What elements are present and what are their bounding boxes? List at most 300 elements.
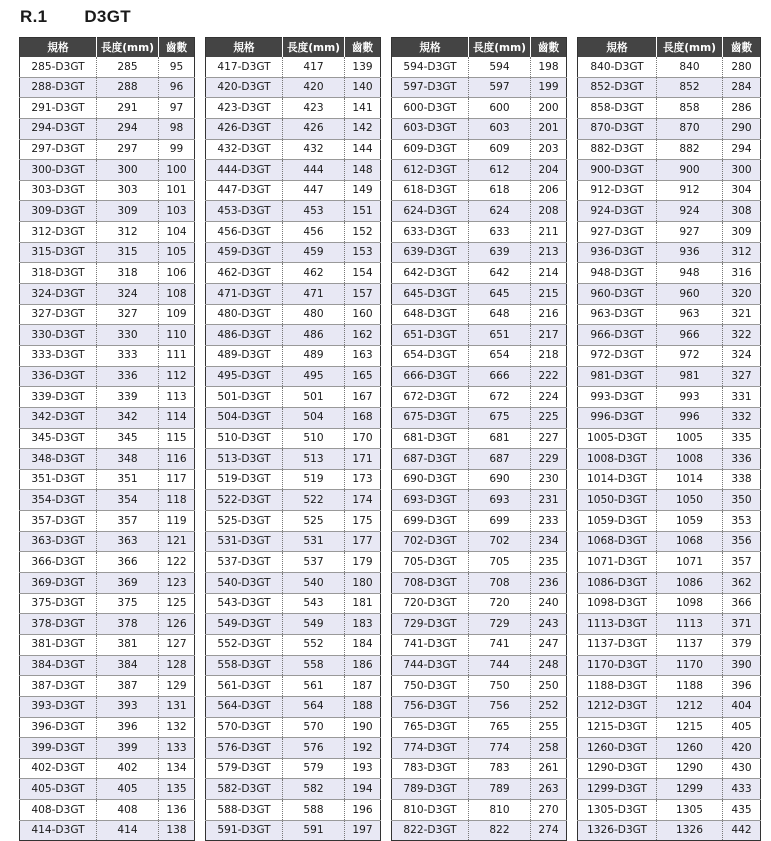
length-cell: 378 — [97, 614, 159, 635]
table-row — [20, 387, 195, 408]
teeth-cell: 192 — [345, 738, 381, 759]
length-cell: 459 — [283, 242, 345, 263]
spec-cell: 312-D3GT — [20, 222, 97, 243]
table-row — [578, 180, 761, 201]
length-cell: 765 — [469, 717, 531, 738]
teeth-cell: 157 — [345, 284, 381, 305]
length-cell: 420 — [283, 77, 345, 98]
teeth-cell: 206 — [531, 180, 567, 201]
spec-cell: 549-D3GT — [206, 614, 283, 635]
table-row — [20, 634, 195, 655]
spec-cell: 333-D3GT — [20, 345, 97, 366]
table-body — [20, 57, 195, 841]
spec-cell: 336-D3GT — [20, 366, 97, 387]
spec-cell: 402-D3GT — [20, 758, 97, 779]
spec-cell: 996-D3GT — [578, 407, 657, 428]
spec-cell: 822-D3GT — [392, 820, 469, 841]
spec-cell: 399-D3GT — [20, 738, 97, 759]
table-row — [206, 676, 381, 697]
length-cell: 720 — [469, 593, 531, 614]
length-cell: 357 — [97, 511, 159, 532]
length-cell: 1005 — [657, 428, 723, 449]
teeth-cell: 225 — [531, 407, 567, 428]
teeth-cell: 175 — [345, 511, 381, 532]
table-row — [392, 180, 567, 201]
spec-cell: 591-D3GT — [206, 820, 283, 841]
header-spec: 規格 — [20, 38, 97, 58]
teeth-cell: 96 — [159, 77, 195, 98]
spec-table-3 — [391, 37, 567, 841]
spec-cell: 447-D3GT — [206, 180, 283, 201]
spec-cell: 300-D3GT — [20, 160, 97, 181]
length-cell: 1008 — [657, 449, 723, 470]
table-row — [392, 387, 567, 408]
spec-cell: 426-D3GT — [206, 118, 283, 139]
spec-cell: 519-D3GT — [206, 469, 283, 490]
teeth-cell: 141 — [345, 98, 381, 119]
length-cell: 447 — [283, 180, 345, 201]
teeth-cell: 258 — [531, 738, 567, 759]
table-header-row — [392, 38, 567, 58]
length-cell: 594 — [469, 57, 531, 77]
spec-cell: 708-D3GT — [392, 573, 469, 594]
length-cell: 681 — [469, 428, 531, 449]
teeth-cell: 187 — [345, 676, 381, 697]
length-cell: 948 — [657, 263, 723, 284]
length-cell: 1326 — [657, 820, 723, 841]
spec-cell: 1188-D3GT — [578, 676, 657, 697]
spec-cell: 900-D3GT — [578, 160, 657, 181]
spec-cell: 810-D3GT — [392, 800, 469, 821]
length-cell: 1290 — [657, 758, 723, 779]
table-row — [392, 160, 567, 181]
length-cell: 318 — [97, 263, 159, 284]
teeth-cell: 153 — [345, 242, 381, 263]
spec-cell: 522-D3GT — [206, 490, 283, 511]
spec-cell: 342-D3GT — [20, 407, 97, 428]
table-row — [206, 820, 381, 841]
length-cell: 840 — [657, 57, 723, 77]
table-row — [206, 118, 381, 139]
table-row — [206, 800, 381, 821]
spec-cell: 552-D3GT — [206, 634, 283, 655]
length-cell: 525 — [283, 511, 345, 532]
length-cell: 345 — [97, 428, 159, 449]
spec-cell: 531-D3GT — [206, 531, 283, 552]
spec-cell: 294-D3GT — [20, 118, 97, 139]
length-cell: 405 — [97, 779, 159, 800]
spec-cell: 330-D3GT — [20, 325, 97, 346]
teeth-cell: 405 — [723, 717, 761, 738]
teeth-cell: 353 — [723, 511, 761, 532]
teeth-cell: 284 — [723, 77, 761, 98]
length-cell: 291 — [97, 98, 159, 119]
table-row — [392, 304, 567, 325]
teeth-cell: 131 — [159, 696, 195, 717]
length-cell: 1305 — [657, 800, 723, 821]
teeth-cell: 98 — [159, 118, 195, 139]
length-cell: 858 — [657, 98, 723, 119]
spec-cell: 327-D3GT — [20, 304, 97, 325]
length-cell: 729 — [469, 614, 531, 635]
teeth-cell: 217 — [531, 325, 567, 346]
spec-cell: 315-D3GT — [20, 242, 97, 263]
spec-cell: 720-D3GT — [392, 593, 469, 614]
teeth-cell: 152 — [345, 222, 381, 243]
spec-cell: 291-D3GT — [20, 98, 97, 119]
spec-cell: 513-D3GT — [206, 449, 283, 470]
length-cell: 351 — [97, 469, 159, 490]
length-cell: 489 — [283, 345, 345, 366]
table-row — [392, 345, 567, 366]
spec-cell: 993-D3GT — [578, 387, 657, 408]
teeth-cell: 233 — [531, 511, 567, 532]
table-row — [392, 57, 567, 77]
teeth-cell: 122 — [159, 552, 195, 573]
table-row — [392, 552, 567, 573]
length-cell: 1014 — [657, 469, 723, 490]
spec-cell: 702-D3GT — [392, 531, 469, 552]
length-cell: 561 — [283, 676, 345, 697]
teeth-cell: 243 — [531, 614, 567, 635]
teeth-cell: 154 — [345, 263, 381, 284]
teeth-cell: 168 — [345, 407, 381, 428]
length-cell: 1170 — [657, 655, 723, 676]
length-cell: 453 — [283, 201, 345, 222]
spec-cell: 453-D3GT — [206, 201, 283, 222]
table-row — [578, 490, 761, 511]
length-cell: 609 — [469, 139, 531, 160]
teeth-cell: 350 — [723, 490, 761, 511]
table-row — [392, 696, 567, 717]
teeth-cell: 200 — [531, 98, 567, 119]
spec-cell: 681-D3GT — [392, 428, 469, 449]
spec-cell: 1299-D3GT — [578, 779, 657, 800]
teeth-cell: 126 — [159, 614, 195, 635]
teeth-cell: 309 — [723, 222, 761, 243]
length-cell: 603 — [469, 118, 531, 139]
spec-cell: 1071-D3GT — [578, 552, 657, 573]
table-row — [206, 387, 381, 408]
length-cell: 927 — [657, 222, 723, 243]
spec-cell: 675-D3GT — [392, 407, 469, 428]
spec-cell: 432-D3GT — [206, 139, 283, 160]
length-cell: 966 — [657, 325, 723, 346]
table-row — [206, 655, 381, 676]
table-row — [20, 469, 195, 490]
teeth-cell: 193 — [345, 758, 381, 779]
table-row — [20, 98, 195, 119]
table-row — [578, 407, 761, 428]
spec-cell: 480-D3GT — [206, 304, 283, 325]
table-row — [206, 634, 381, 655]
teeth-cell: 104 — [159, 222, 195, 243]
length-cell: 369 — [97, 573, 159, 594]
length-cell: 744 — [469, 655, 531, 676]
table-row — [20, 758, 195, 779]
teeth-cell: 148 — [345, 160, 381, 181]
table-row — [392, 222, 567, 243]
spec-cell: 504-D3GT — [206, 407, 283, 428]
length-cell: 1086 — [657, 573, 723, 594]
table-row — [20, 779, 195, 800]
table-row — [578, 717, 761, 738]
teeth-cell: 118 — [159, 490, 195, 511]
teeth-cell: 203 — [531, 139, 567, 160]
spec-table-1 — [19, 37, 195, 841]
teeth-cell: 142 — [345, 118, 381, 139]
spec-cell: 870-D3GT — [578, 118, 657, 139]
teeth-cell: 163 — [345, 345, 381, 366]
teeth-cell: 196 — [345, 800, 381, 821]
page-title — [20, 6, 131, 28]
table-row — [206, 57, 381, 77]
teeth-cell: 162 — [345, 325, 381, 346]
teeth-cell: 138 — [159, 820, 195, 841]
teeth-cell: 149 — [345, 180, 381, 201]
length-cell: 690 — [469, 469, 531, 490]
teeth-cell: 433 — [723, 779, 761, 800]
table-row — [392, 428, 567, 449]
teeth-cell: 186 — [345, 655, 381, 676]
table-row — [20, 139, 195, 160]
length-cell: 591 — [283, 820, 345, 841]
spec-cell: 351-D3GT — [20, 469, 97, 490]
spec-cell: 1098-D3GT — [578, 593, 657, 614]
table-row — [578, 284, 761, 305]
table-row — [392, 676, 567, 697]
teeth-cell: 121 — [159, 531, 195, 552]
length-cell: 882 — [657, 139, 723, 160]
spec-cell: 459-D3GT — [206, 242, 283, 263]
length-cell: 597 — [469, 77, 531, 98]
table-row — [206, 77, 381, 98]
table-header-row — [206, 38, 381, 58]
length-cell: 924 — [657, 201, 723, 222]
spec-cell: 666-D3GT — [392, 366, 469, 387]
table-row — [20, 655, 195, 676]
length-cell: 750 — [469, 676, 531, 697]
table-row — [20, 407, 195, 428]
teeth-cell: 214 — [531, 263, 567, 284]
spec-cell: 1212-D3GT — [578, 696, 657, 717]
length-cell: 330 — [97, 325, 159, 346]
length-cell: 402 — [97, 758, 159, 779]
teeth-cell: 173 — [345, 469, 381, 490]
teeth-cell: 127 — [159, 634, 195, 655]
spec-cell: 639-D3GT — [392, 242, 469, 263]
length-cell: 972 — [657, 345, 723, 366]
table-row — [20, 614, 195, 635]
teeth-cell: 420 — [723, 738, 761, 759]
table-row — [392, 201, 567, 222]
spec-cell: 537-D3GT — [206, 552, 283, 573]
spec-cell: 972-D3GT — [578, 345, 657, 366]
teeth-cell: 218 — [531, 345, 567, 366]
length-cell: 537 — [283, 552, 345, 573]
table-row — [20, 593, 195, 614]
spec-cell: 489-D3GT — [206, 345, 283, 366]
spec-cell: 423-D3GT — [206, 98, 283, 119]
spec-cell: 345-D3GT — [20, 428, 97, 449]
spec-cell: 561-D3GT — [206, 676, 283, 697]
table-row — [392, 634, 567, 655]
length-cell: 996 — [657, 407, 723, 428]
spec-cell: 852-D3GT — [578, 77, 657, 98]
table-row — [392, 800, 567, 821]
teeth-cell: 215 — [531, 284, 567, 305]
table-row — [206, 98, 381, 119]
header-teeth: 齒數 — [345, 38, 381, 58]
table-row — [578, 511, 761, 532]
length-cell: 699 — [469, 511, 531, 532]
length-cell: 363 — [97, 531, 159, 552]
spec-cell: 1290-D3GT — [578, 758, 657, 779]
table-row — [392, 717, 567, 738]
table-row — [392, 118, 567, 139]
spec-cell: 618-D3GT — [392, 180, 469, 201]
table-row — [578, 263, 761, 284]
teeth-cell: 99 — [159, 139, 195, 160]
spec-cell: 420-D3GT — [206, 77, 283, 98]
length-cell: 822 — [469, 820, 531, 841]
length-cell: 495 — [283, 366, 345, 387]
teeth-cell: 227 — [531, 428, 567, 449]
table-row — [206, 180, 381, 201]
table-row — [578, 366, 761, 387]
teeth-cell: 234 — [531, 531, 567, 552]
teeth-cell: 280 — [723, 57, 761, 77]
spec-cell: 1137-D3GT — [578, 634, 657, 655]
teeth-cell: 139 — [345, 57, 381, 77]
teeth-cell: 125 — [159, 593, 195, 614]
teeth-cell: 144 — [345, 139, 381, 160]
length-cell: 432 — [283, 139, 345, 160]
spec-cell: 543-D3GT — [206, 593, 283, 614]
table-row — [20, 573, 195, 594]
length-cell: 375 — [97, 593, 159, 614]
length-cell: 1098 — [657, 593, 723, 614]
teeth-cell: 211 — [531, 222, 567, 243]
teeth-cell: 181 — [345, 593, 381, 614]
teeth-cell: 190 — [345, 717, 381, 738]
table-row — [20, 531, 195, 552]
spec-cell: 687-D3GT — [392, 449, 469, 470]
table-row — [578, 573, 761, 594]
length-cell: 702 — [469, 531, 531, 552]
teeth-cell: 435 — [723, 800, 761, 821]
teeth-cell: 199 — [531, 77, 567, 98]
teeth-cell: 194 — [345, 779, 381, 800]
teeth-cell: 229 — [531, 449, 567, 470]
table-row — [20, 800, 195, 821]
length-cell: 333 — [97, 345, 159, 366]
length-cell: 342 — [97, 407, 159, 428]
table-row — [206, 738, 381, 759]
spec-cell: 369-D3GT — [20, 573, 97, 594]
teeth-cell: 216 — [531, 304, 567, 325]
spec-cell: 729-D3GT — [392, 614, 469, 635]
table-row — [392, 655, 567, 676]
spec-cell: 564-D3GT — [206, 696, 283, 717]
table-row — [20, 118, 195, 139]
teeth-cell: 247 — [531, 634, 567, 655]
spec-cell: 378-D3GT — [20, 614, 97, 635]
teeth-cell: 236 — [531, 573, 567, 594]
length-cell: 693 — [469, 490, 531, 511]
table-row — [578, 676, 761, 697]
teeth-cell: 357 — [723, 552, 761, 573]
length-cell: 675 — [469, 407, 531, 428]
length-cell: 315 — [97, 242, 159, 263]
length-cell: 354 — [97, 490, 159, 511]
length-cell: 810 — [469, 800, 531, 821]
teeth-cell: 180 — [345, 573, 381, 594]
teeth-cell: 213 — [531, 242, 567, 263]
teeth-cell: 101 — [159, 180, 195, 201]
teeth-cell: 103 — [159, 201, 195, 222]
spec-cell: 444-D3GT — [206, 160, 283, 181]
table-row — [392, 98, 567, 119]
spec-cell: 501-D3GT — [206, 387, 283, 408]
spec-cell: 927-D3GT — [578, 222, 657, 243]
spec-cell: 297-D3GT — [20, 139, 97, 160]
teeth-cell: 114 — [159, 407, 195, 428]
spec-cell: 471-D3GT — [206, 284, 283, 305]
spec-cell: 783-D3GT — [392, 758, 469, 779]
teeth-cell: 113 — [159, 387, 195, 408]
table-row — [20, 428, 195, 449]
spec-cell: 576-D3GT — [206, 738, 283, 759]
length-cell: 294 — [97, 118, 159, 139]
teeth-cell: 123 — [159, 573, 195, 594]
spec-cell: 645-D3GT — [392, 284, 469, 305]
length-cell: 645 — [469, 284, 531, 305]
teeth-cell: 115 — [159, 428, 195, 449]
table-row — [578, 820, 761, 841]
teeth-cell: 170 — [345, 428, 381, 449]
table-row — [578, 77, 761, 98]
table-row — [206, 304, 381, 325]
table-header-row — [578, 38, 761, 58]
length-cell: 576 — [283, 738, 345, 759]
title-name: D3GT — [84, 7, 131, 26]
table-row — [578, 531, 761, 552]
teeth-cell: 208 — [531, 201, 567, 222]
teeth-cell: 294 — [723, 139, 761, 160]
teeth-cell: 366 — [723, 593, 761, 614]
header-spec: 規格 — [206, 38, 283, 58]
table-row — [392, 366, 567, 387]
teeth-cell: 183 — [345, 614, 381, 635]
teeth-cell: 321 — [723, 304, 761, 325]
teeth-cell: 132 — [159, 717, 195, 738]
length-cell: 408 — [97, 800, 159, 821]
table-row — [20, 160, 195, 181]
header-length: 長度(mm) — [97, 38, 159, 58]
spec-cell: 366-D3GT — [20, 552, 97, 573]
spec-cell: 375-D3GT — [20, 593, 97, 614]
spec-cell: 774-D3GT — [392, 738, 469, 759]
table-row — [20, 820, 195, 841]
spec-cell: 882-D3GT — [578, 139, 657, 160]
table-row — [20, 304, 195, 325]
length-cell: 672 — [469, 387, 531, 408]
table-row — [206, 511, 381, 532]
length-cell: 303 — [97, 180, 159, 201]
length-cell: 633 — [469, 222, 531, 243]
teeth-cell: 201 — [531, 118, 567, 139]
